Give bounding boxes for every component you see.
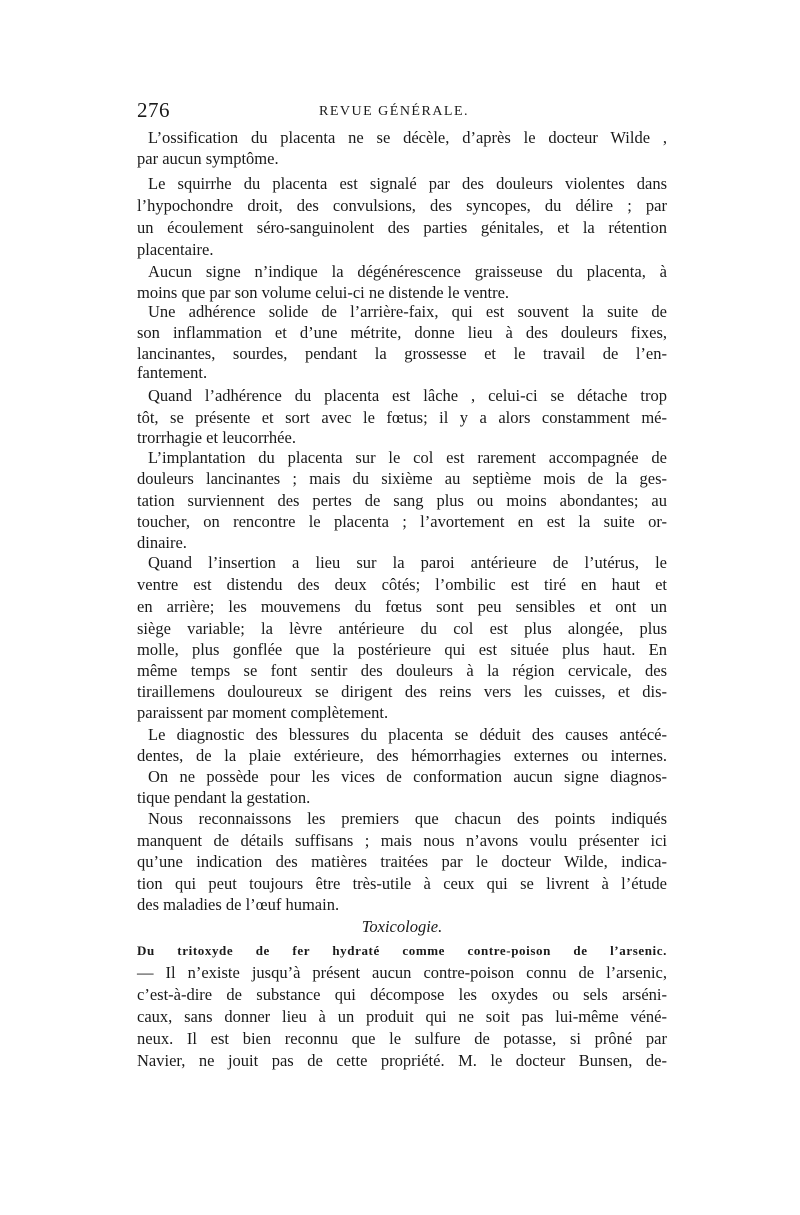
text-line: moins que par son volume celui-ci ne distende le ventre.	[137, 283, 510, 302]
text-line: des maladies de l’œuf humain.	[137, 895, 340, 914]
text-line: par aucun symptôme.	[137, 149, 279, 168]
text-line: en arrière; les mouvemens du fœtus sont peu sensibles et ont un	[137, 597, 667, 616]
text-line: molle, plus gonflée que la postérieure qui est située plus haut. En	[137, 640, 667, 659]
text-line: Le diagnostic des blessures du placenta se déduit des causes antécé-	[148, 725, 667, 744]
text-line: fantement.	[137, 363, 208, 382]
text-line: — Il n’existe jusqu’à présent aucun contre-poison connu de l’arsenic,	[137, 963, 667, 982]
text-line: ventre est distendu des deux côtés; l’ombilic est tiré en haut et	[137, 575, 667, 594]
text-line: On ne possède pour les vices de conformation aucun signe diagnos-	[148, 767, 667, 786]
text-line: paraissent par moment complètement.	[137, 703, 389, 722]
text-line: Nous reconnaissons les premiers que chacun des points indiqués	[148, 809, 667, 828]
text-line: tion qui peut toujours être très-utile à ceux qui se livrent à l’étude	[137, 874, 667, 893]
text-line: toucher, on rencontre le placenta ; l’avortement en est la suite or-	[137, 512, 667, 531]
text-line: tique pendant la gestation.	[137, 788, 311, 807]
text-line: tiraillemens douloureux se dirigent des reins vers les cuisses, et dis-	[137, 682, 667, 701]
text-line: Quand l’insertion a lieu sur la paroi antérieure de l’utérus, le	[148, 553, 667, 572]
text-line: lancinantes, sourdes, pendant la grossesse et le travail de l’en-	[137, 344, 667, 363]
text-line: dinaire.	[137, 533, 187, 552]
text-line: l’hypochondre droit, des convulsions, des syncopes, du délire ; par	[137, 196, 667, 215]
text-line: L’ossification du placenta ne se décèle, d’après le docteur Wilde ,	[148, 128, 667, 147]
article-title: Du tritoxyde de fer hydraté comme contre-poison de l’arsenic.	[137, 943, 667, 958]
text-line: un écoulement séro-sanguinolent des parties génitales, et la rétention	[137, 218, 667, 237]
page-header	[137, 98, 667, 124]
text-line: trorrhagie et leucorrhée.	[137, 428, 296, 447]
text-line: L’implantation du placenta sur le col est rarement accompagnée de	[148, 448, 667, 467]
text-line: Quand l’adhérence du placenta est lâche , celui-ci se détache trop	[148, 386, 667, 405]
section-heading: Toxicologie.	[361, 917, 443, 936]
text-line: dentes, de la plaie extérieure, des hémorrhagies externes ou internes.	[137, 746, 667, 765]
text-line: placentaire.	[137, 240, 214, 259]
text-line: même temps se font sentir des douleurs à la région cervicale, des	[137, 661, 667, 680]
running-head: REVUE GÉNÉRALE.	[319, 104, 470, 119]
text-line: Navier, ne jouit pas de cette propriété. M. le docteur Bunsen, de-	[137, 1051, 667, 1070]
text-line: tôt, se présente et sort avec le fœtus; il y a alors constamment mé-	[137, 408, 667, 427]
text-line: Le squirrhe du placenta est signalé par des douleurs violentes dans	[148, 174, 667, 193]
text-line: son inflammation et d’une métrite, donne lieu à des douleurs fixes,	[137, 323, 667, 342]
text-line: tation surviennent des pertes de sang plus ou moins abondantes; au	[137, 491, 667, 510]
text-line: qu’une indication des matières traitées par le docteur Wilde, indica-	[137, 852, 667, 871]
text-line: caux, sans donner lieu à un produit qui ne soit pas lui-même véné-	[137, 1007, 667, 1026]
text-line: manquent de détails suffisans ; mais nous n’avons voulu présenter ici	[137, 831, 667, 850]
text-line: douleurs lancinantes ; mais du sixième au septième mois de la ges-	[137, 469, 667, 488]
text-line: c’est-à-dire de substance qui décompose les oxydes ou sels arséni-	[137, 985, 667, 1004]
text-line: Une adhérence solide de l’arrière-faix, qui est souvent la suite de	[148, 302, 667, 321]
text-line: neux. Il est bien reconnu que le sulfure de potasse, si prôné par	[137, 1029, 667, 1048]
page-number: 276	[137, 98, 170, 122]
text-line: Aucun signe n’indique la dégénérescence graisseuse du placenta, à	[148, 262, 667, 281]
text-line: siège variable; la lèvre antérieure du col est plus alongée, plus	[137, 619, 667, 638]
